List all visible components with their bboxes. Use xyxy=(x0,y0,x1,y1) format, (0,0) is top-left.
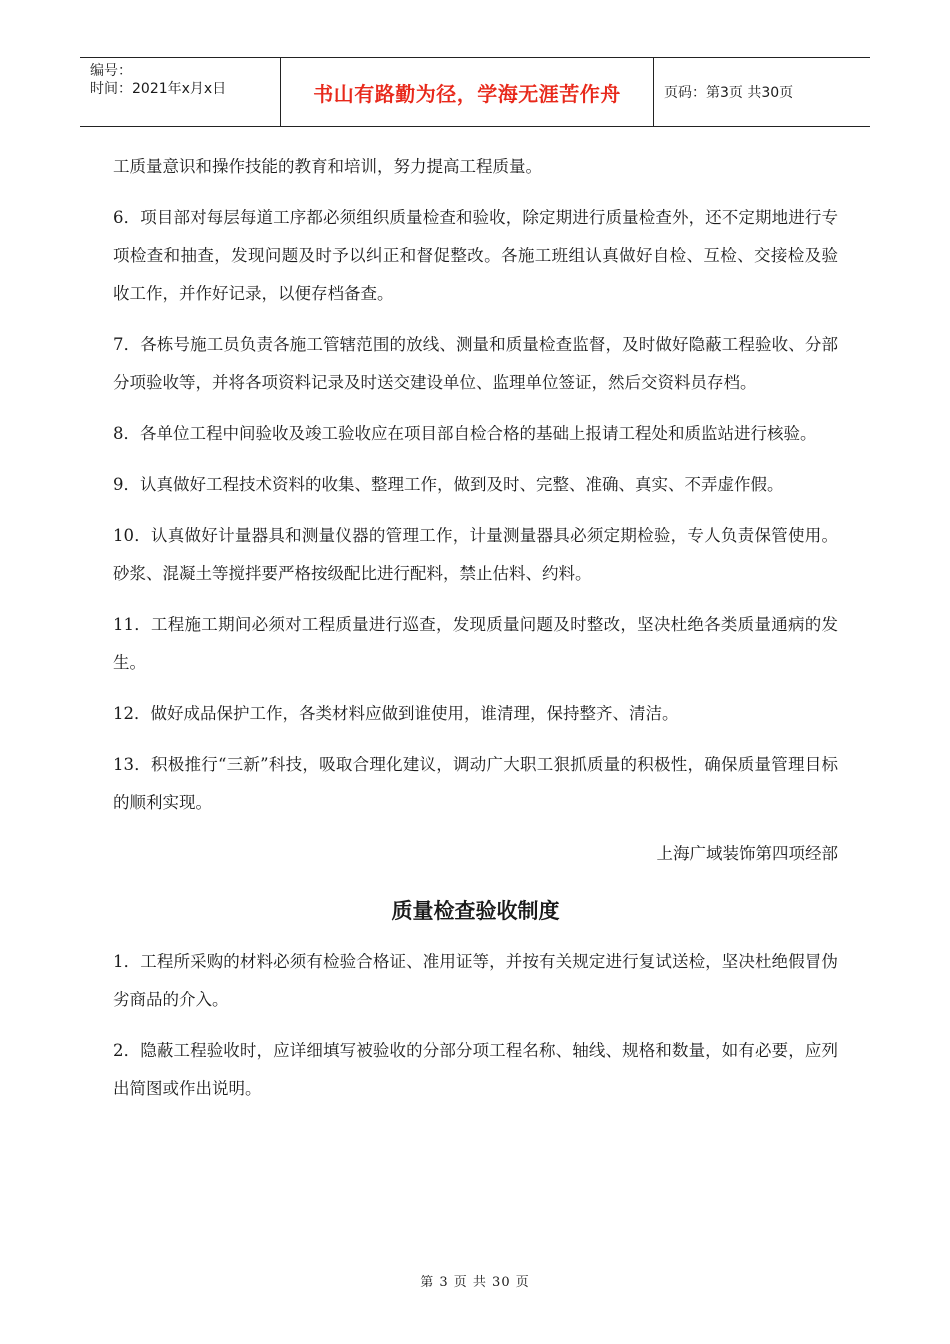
signature: 上海广域装饰第四项经部 xyxy=(656,844,838,863)
header-motto: 书山有路勤为径，学海无涯苦作舟 xyxy=(281,58,654,126)
paragraph: 9．认真做好工程技术资料的收集、整理工作，做到及时、完整、准确、真实、不弄虚作假。 xyxy=(113,475,784,494)
section-paragraph: 2．隐蔽工程验收时，应详细填写被验收的分部分项工程名称、轴线、规格和数量，如有必要，应列出简图或作出说明。 xyxy=(113,1041,838,1098)
paragraph: 13．积极推行“三新”科技，吸取合理化建议，调动广大职工狠抓质量的积极性，确保质量管理目标的顺利实现。 xyxy=(113,755,838,812)
paragraph: 11．工程施工期间必须对工程质量进行巡查，发现质量问题及时整改，坚决杜绝各类质量通病的发生。 xyxy=(113,615,838,672)
page-header xyxy=(80,57,870,127)
document-body xyxy=(113,148,838,1121)
paragraph: 8．各单位工程中间验收及竣工验收应在项目部自检合格的基础上报请工程处和质监站进行核验。 xyxy=(113,424,817,443)
document-number-label: 编号： xyxy=(90,63,132,79)
section-paragraph: 1．工程所采购的材料必须有检验合格证、准用证等，并按有关规定进行复试送检，坚决杜绝假冒伪劣商品的介入。 xyxy=(113,952,838,1009)
paragraph: 6．项目部对每层每道工序都必须组织质量检查和验收，除定期进行质量检查外，还不定期地进行专项检查和抽查，发现问题及时予以纠正和督促整改。各施工班组认真做好自检、互检、交接检及验收工作，并作好记录，以便存档备查。 xyxy=(113,208,838,303)
paragraph: 10．认真做好计量器具和测量仪器的管理工作，计量测量器具必须定期检验，专人负责保管使用。砂浆、混凝土等搅拌要严格按级配比进行配料，禁止估料、约料。 xyxy=(113,526,838,583)
document-time-label: 时间：2021年x月x日 xyxy=(90,81,227,97)
section-title: 质量检查验收制度 xyxy=(391,899,560,923)
paragraph: 7．各栋号施工员负责各施工管辖范围的放线、测量和质量检查监督，及时做好隐蔽工程验收、分部分项验收等，并将各项资料记录及时送交建设单位、监理单位签证，然后交资料员存档。 xyxy=(113,335,838,392)
paragraph: 工质量意识和操作技能的教育和培训，努力提高工程质量。 xyxy=(113,157,542,176)
paragraph: 12．做好成品保护工作，各类材料应做到谁使用，谁清理，保持整齐、清洁。 xyxy=(113,704,679,723)
header-page-info: 页码：第3页 共30页 xyxy=(664,85,794,101)
page-footer: 第 3 页 共 30 页 xyxy=(420,1275,530,1290)
header-meta xyxy=(80,58,281,126)
